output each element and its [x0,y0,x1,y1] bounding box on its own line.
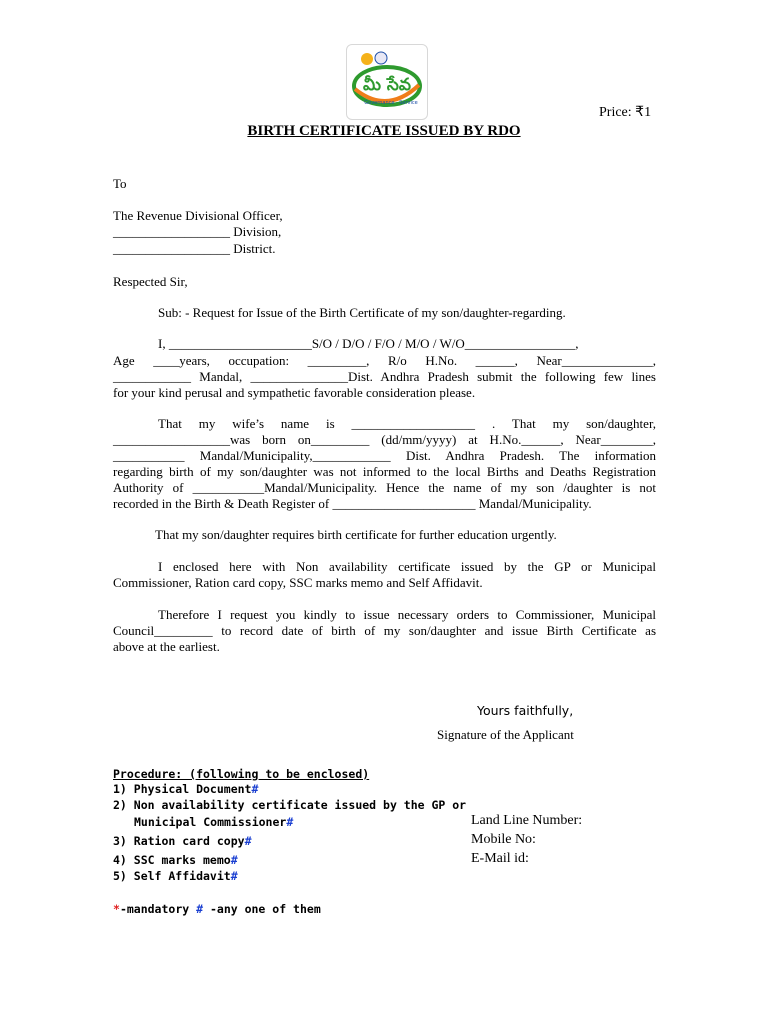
para2-line-5: Authority of ___________Mandal/Municipality. Hence the name of my son /daughter is not [113,480,656,495]
para1-line-1: I, ______________________S/O / D/O / F/O / M/O / W/O_________________, [158,336,579,351]
price-label: Price: ₹1 [599,105,652,120]
signature-label: Signature of the Applicant [437,727,574,742]
any-one-marker: # [251,782,259,796]
mandatory-marker: * [113,902,120,916]
yours-faithfully: Yours faithfully, [477,703,574,718]
document-title: BIRTH CERTIFICATE ISSUED BY RDO [247,123,521,139]
para4-line-1: I enclosed here with Non availability certificate issued by the GP or Municipal [158,559,656,574]
procedure-heading: Procedure: (following to be enclosed) [113,767,370,781]
procedure-item-1: 1) Physical Document# [113,782,259,796]
para3-line: That my son/daughter requires birth certificate for further education urgently. [155,527,557,542]
para2-line-6: recorded in the Birth & Death Register of ______________________ Mandal/Municipality. [113,496,592,511]
para2-line-4: regarding birth of my son/daughter was not informed to the local Births and Deaths Registration [113,464,656,479]
para5-line-2: Council_________ to record date of birth of my son/daughter and issue Birth Certificate as [113,623,656,638]
email-label: E-Mail id: [471,851,529,866]
procedure-item-5: 5) Self Affidavit# [113,869,238,883]
salutation: Respected Sir, [113,274,188,289]
mee-seva-logo [346,44,428,120]
landline-label: Land Line Number: [471,813,583,828]
address-line-2: __________________ Division, [113,224,282,239]
procedure-item-4: 4) SSC marks memo# [113,853,238,867]
para4-line-2: Commissioner, Ration card copy, SSC marks memo and Self Affidavit. [113,575,483,590]
procedure-item-3: 3) Ration card copy# [113,834,252,848]
para5-line-3: above at the earliest. [113,639,220,654]
subject-line: Sub: - Request for Issue of the Birth Certificate of my son/daughter-regarding. [158,305,566,320]
procedure-item-2: 2) Non availability certificate issued by the GP or [113,798,467,812]
logo-tagline: Governance · Service [364,100,418,106]
mobile-label: Mobile No: [471,832,536,847]
procedure-item-2-cont: Municipal Commissioner# [134,815,294,829]
address-line-1: The Revenue Divisional Officer, [113,208,283,223]
any-one-marker: # [196,902,204,916]
address-to: To [113,176,127,191]
para2-line-1: That my wife’s name is ___________________ . That my son/daughter, [158,416,656,431]
any-one-marker: # [286,815,294,829]
mee-seva-logo-graphic [347,45,427,119]
any-one-marker: # [244,834,252,848]
procedure-legend: *-mandatory # -any one of them [113,902,321,916]
logo-text: మీ సేవ [363,75,411,95]
para1-line-3: ____________ Mandal, _______________Dist. Andhra Pradesh submit the following few lines [113,369,656,384]
address-line-3: __________________ District. [113,241,276,256]
any-one-marker: # [230,869,238,883]
para2-line-3: ___________ Mandal/Municipality,____________ Dist. Andhra Pradesh. The information [113,448,656,463]
para1-line-4: for your kind perusal and sympathetic favorable consideration please. [113,385,476,400]
para5-line-1: Therefore I request you kindly to issue necessary orders to Commissioner, Municipal [158,607,656,622]
para2-line-2: __________________was born on_________ (dd/mm/yyyy) at H.No.______, Near________, [113,432,656,447]
any-one-marker: # [230,853,238,867]
para1-line-2: Age ____years, occupation: _________, R/o H.No. ______, Near______________, [113,353,656,368]
